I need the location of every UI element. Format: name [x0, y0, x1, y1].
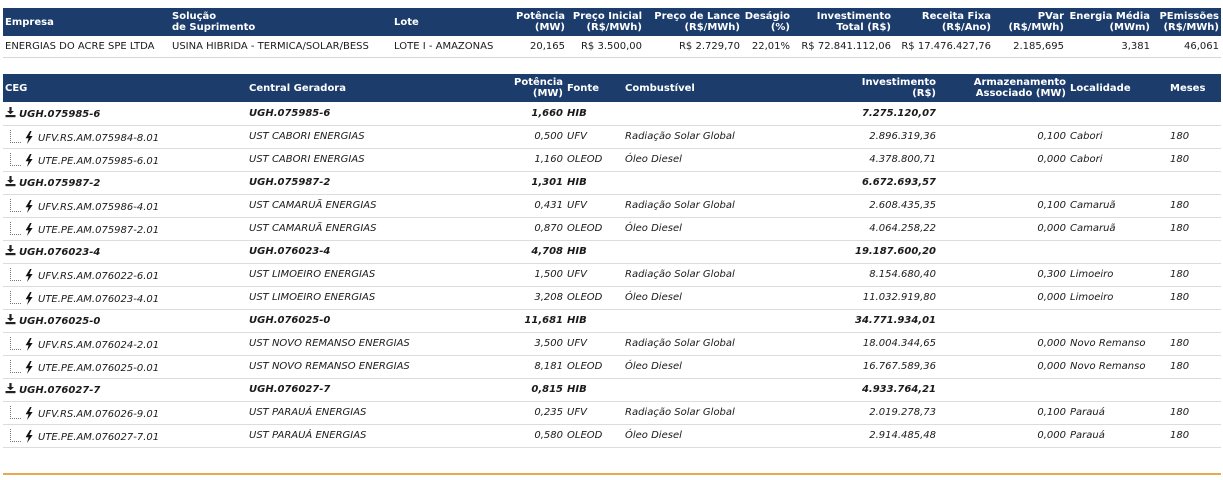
- cell-investimento: 19.187.600,20: [855, 246, 936, 257]
- table-row[interactable]: [3, 148, 1221, 171]
- cell-armazenamento: 0,000: [1037, 338, 1066, 349]
- cell-central-geradora: UST LIMOEIRO ENERGIAS: [249, 269, 376, 280]
- lightning-icon: [25, 430, 33, 443]
- cell-meses: 180: [1170, 154, 1190, 165]
- header-armazenamento[interactable]: Armazenamento Associado (MW): [938, 74, 1068, 102]
- header-detail-potencia[interactable]: Potência (MW): [507, 74, 565, 102]
- cell-receita: R$ 17.476.427,76: [901, 40, 991, 52]
- cell-investimento: 4.933.764,21: [861, 384, 936, 395]
- group-row[interactable]: [3, 309, 1221, 332]
- cell-fonte: UFV: [567, 407, 587, 418]
- cell-investimento: 34.771.934,01: [855, 315, 936, 326]
- cell-potencia: 1,660: [531, 107, 563, 119]
- table-row[interactable]: [3, 217, 1221, 240]
- cell-meses: 180: [1170, 269, 1190, 280]
- cell-potencia: 20,165: [530, 40, 565, 52]
- cell-central-geradora: UGH.076027-7: [249, 384, 331, 395]
- cell-armazenamento: 0,000: [1037, 154, 1066, 165]
- cell-investimento: 11.032.919,80: [862, 292, 936, 303]
- cell-investimento: 2.608.435,35: [869, 200, 936, 211]
- cell-fonte: UFV: [567, 200, 587, 211]
- table-row[interactable]: [3, 263, 1221, 286]
- ceg-code: UGH.075987-2: [19, 178, 101, 189]
- cell-potencia: 1,500: [534, 269, 563, 280]
- cell-central-geradora: UST CABORI ENERGIAS: [249, 154, 365, 165]
- ceg-code: UGH.076027-7: [19, 385, 101, 396]
- ceg-code: UGH.076023-4: [19, 247, 101, 258]
- cell-armazenamento: 0,000: [1037, 292, 1066, 303]
- ceg-code: UTE.PE.AM.076023-4.01: [38, 293, 160, 305]
- header-ceg[interactable]: CEG: [3, 74, 247, 102]
- tree-connector: [10, 337, 21, 350]
- cell-ceg: [3, 148, 247, 171]
- cell-combustivel: Óleo Diesel: [625, 223, 682, 234]
- table-row[interactable]: [3, 424, 1221, 447]
- cell-central-geradora: UST PARAUÁ ENERGIAS: [249, 430, 367, 441]
- cell-meses: [1168, 171, 1221, 194]
- lightning-icon: [25, 338, 33, 351]
- tree-connector: [10, 429, 21, 442]
- header-fonte[interactable]: Fonte: [565, 74, 623, 102]
- cell-ceg: [3, 401, 247, 424]
- cell-central-geradora: UST LIMOEIRO ENERGIAS: [249, 292, 376, 303]
- cell-ceg: [3, 332, 247, 355]
- tree-connector: [10, 130, 21, 143]
- header-meses[interactable]: Meses: [1168, 74, 1221, 102]
- cell-meses: [1168, 309, 1221, 332]
- cell-fonte: HIB: [567, 384, 587, 395]
- cell-potencia: 1,160: [534, 154, 563, 165]
- cell-meses: 180: [1170, 338, 1190, 349]
- cell-potencia: 3,208: [534, 292, 563, 303]
- cell-ceg: [3, 240, 247, 263]
- cell-localidade: [1068, 378, 1168, 401]
- cell-combustivel: Óleo Diesel: [625, 430, 682, 441]
- header-solucao[interactable]: Solução de Suprimento: [170, 8, 392, 36]
- cell-combustivel: [623, 309, 819, 332]
- cell-lote: LOTE I - AMAZONAS: [394, 40, 494, 52]
- ceg-code: UFV.RS.AM.076026-9.01: [38, 408, 160, 420]
- ceg-code: UTE.PE.AM.075985-6.01: [38, 155, 160, 167]
- plant-icon: [5, 176, 16, 187]
- table-row[interactable]: [3, 286, 1221, 309]
- cell-combustivel: Radiação Solar Global: [625, 269, 735, 280]
- header-localidade[interactable]: Localidade: [1068, 74, 1168, 102]
- cell-localidade: Novo Remanso: [1070, 338, 1146, 349]
- tree-connector: [10, 199, 21, 212]
- cell-potencia: 1,301: [531, 177, 563, 188]
- tree-connector: [10, 268, 21, 281]
- cell-localidade: Camaruã: [1070, 200, 1116, 211]
- summary-row: [3, 36, 1221, 57]
- cell-investimento: 2.914.485,48: [869, 430, 936, 441]
- tree-connector: [10, 291, 21, 304]
- cell-solucao: USINA HIBRIDA - TERMICA/SOLAR/BESS: [172, 40, 369, 52]
- cell-armazenamento: [938, 102, 1068, 125]
- cell-localidade: Cabori: [1070, 131, 1103, 142]
- cell-potencia: 0,870: [534, 223, 563, 234]
- table-row[interactable]: [3, 332, 1221, 355]
- lightning-icon: [25, 292, 33, 305]
- cell-ceg: [3, 424, 247, 447]
- cell-meses: 180: [1170, 292, 1190, 303]
- cell-central-geradora: UGH.076023-4: [249, 246, 331, 257]
- table-row[interactable]: [3, 194, 1221, 217]
- cell-armazenamento: [938, 309, 1068, 332]
- cell-combustivel: [623, 102, 819, 125]
- cell-ceg: [3, 378, 247, 401]
- cell-fonte: OLEOD: [567, 154, 603, 165]
- cell-localidade: Limoeiro: [1070, 269, 1114, 280]
- lightning-icon: [25, 154, 33, 167]
- cell-investimento: 4.378.800,71: [869, 154, 936, 165]
- cell-investimento: 16.767.589,36: [862, 361, 936, 372]
- detail-table: [3, 74, 1221, 448]
- tree-connector: [10, 406, 21, 419]
- cell-armazenamento: [938, 240, 1068, 263]
- cell-fonte: HIB: [567, 107, 587, 119]
- cell-ceg: [3, 309, 247, 332]
- cell-ceg: [3, 194, 247, 217]
- ceg-code: UFV.RS.AM.075986-4.01: [38, 201, 160, 213]
- cell-fonte: UFV: [567, 269, 587, 280]
- cell-localidade: [1068, 240, 1168, 263]
- cell-central-geradora: UST CAMARUÃ ENERGIAS: [249, 223, 377, 234]
- cell-localidade: Parauá: [1070, 430, 1105, 441]
- cell-armazenamento: 0,300: [1037, 269, 1066, 280]
- cell-potencia: 0,235: [534, 407, 563, 418]
- cell-fonte: HIB: [567, 246, 587, 257]
- detail-header-row: [3, 74, 1221, 102]
- ceg-code: UTE.PE.AM.076027-7.01: [38, 431, 160, 443]
- plant-icon: [5, 107, 16, 118]
- cell-localidade: Cabori: [1070, 154, 1103, 165]
- ceg-code: UTE.PE.AM.076025-0.01: [38, 362, 160, 374]
- cell-ceg: [3, 125, 247, 148]
- cell-central-geradora: UGH.076025-0: [249, 315, 331, 326]
- cell-central-geradora: UST CAMARUÃ ENERGIAS: [249, 200, 377, 211]
- cell-central-geradora: UST PARAUÁ ENERGIAS: [249, 407, 367, 418]
- cell-investimento: 7.275.120,07: [861, 107, 936, 119]
- lightning-icon: [25, 407, 33, 420]
- cell-energia: 3,381: [1121, 40, 1150, 52]
- cell-meses: [1168, 102, 1221, 125]
- cell-central-geradora: UST CABORI ENERGIAS: [249, 131, 365, 142]
- cell-pemissoes: 46,061: [1184, 40, 1219, 52]
- cell-combustivel: Radiação Solar Global: [625, 131, 735, 142]
- cell-potencia: 3,500: [534, 338, 563, 349]
- cell-combustivel: Radiação Solar Global: [625, 407, 735, 418]
- cell-localidade: [1068, 309, 1168, 332]
- cell-armazenamento: [938, 171, 1068, 194]
- cell-combustivel: Óleo Diesel: [625, 154, 682, 165]
- cell-ceg: [3, 217, 247, 240]
- header-receita-fixa[interactable]: Receita Fixa (R$/Ano): [893, 8, 993, 36]
- cell-combustivel: [623, 171, 819, 194]
- cell-ceg: [3, 286, 247, 309]
- group-row[interactable]: [3, 378, 1221, 401]
- cell-armazenamento: 0,000: [1037, 361, 1066, 372]
- ceg-code: UGH.075985-6: [19, 108, 101, 120]
- ceg-code: UTE.PE.AM.075987-2.01: [38, 224, 160, 236]
- cell-armazenamento: [938, 378, 1068, 401]
- cell-localidade: Camaruã: [1070, 223, 1116, 234]
- cell-localidade: [1068, 102, 1168, 125]
- lightning-icon: [25, 269, 33, 282]
- cell-investimento: 8.154.680,40: [869, 269, 936, 280]
- cell-ceg: [3, 263, 247, 286]
- cell-meses: 180: [1170, 361, 1190, 372]
- cell-meses: [1168, 240, 1221, 263]
- cell-meses: 180: [1170, 407, 1190, 418]
- header-empresa[interactable]: Empresa: [3, 8, 170, 36]
- cell-meses: 180: [1170, 223, 1190, 234]
- cell-combustivel: [623, 240, 819, 263]
- cell-combustivel: [623, 378, 819, 401]
- cell-fonte: UFV: [567, 131, 587, 142]
- ceg-code: UFV.RS.AM.076024-2.01: [38, 339, 160, 351]
- header-energia-media[interactable]: Energia Média (MWm): [1066, 8, 1152, 36]
- cell-investimento: R$ 72.841.112,06: [801, 40, 891, 52]
- cell-meses: 180: [1170, 430, 1190, 441]
- header-combustivel[interactable]: Combustível: [623, 74, 819, 102]
- cell-potencia: 0,815: [531, 384, 563, 395]
- cell-potencia: 11,681: [524, 315, 563, 326]
- header-lote[interactable]: Lote: [392, 8, 504, 36]
- tree-connector: [10, 222, 21, 235]
- cell-fonte: OLEOD: [567, 361, 603, 372]
- plant-icon: [5, 314, 16, 325]
- cell-fonte: OLEOD: [567, 292, 603, 303]
- cell-preco-lance: R$ 2.729,70: [678, 40, 740, 52]
- header-pvar[interactable]: PVar (R$/MWh): [993, 8, 1066, 36]
- header-preco-lance[interactable]: Preço de Lance (R$/MWh): [644, 8, 742, 36]
- cell-meses: [1168, 378, 1221, 401]
- header-preco-inicial[interactable]: Preço Inicial (R$/MWh): [567, 8, 644, 36]
- cell-localidade: Parauá: [1070, 407, 1105, 418]
- header-potencia[interactable]: Potência (MW): [504, 8, 567, 36]
- cell-potencia: 0,580: [534, 430, 563, 441]
- cell-central-geradora: UST NOVO REMANSO ENERGIAS: [249, 338, 410, 349]
- group-row[interactable]: [3, 240, 1221, 263]
- cell-preco-inicial: R$ 3.500,00: [580, 40, 642, 52]
- group-row[interactable]: [3, 102, 1221, 125]
- lightning-icon: [25, 200, 33, 213]
- cell-investimento: 2.896.319,36: [869, 131, 936, 142]
- lightning-icon: [25, 223, 33, 236]
- cell-localidade: [1068, 171, 1168, 194]
- cell-combustivel: Radiação Solar Global: [625, 200, 735, 211]
- cell-desagio: 22,01%: [751, 40, 790, 52]
- cell-fonte: OLEOD: [567, 223, 603, 234]
- cell-potencia: 4,708: [531, 246, 563, 257]
- detail-body: [3, 102, 1221, 447]
- ceg-code: UFV.RS.AM.075984-8.01: [38, 132, 160, 144]
- plant-icon: [5, 383, 16, 394]
- tree-connector: [10, 360, 21, 373]
- cell-ceg: [3, 171, 247, 194]
- lightning-icon: [25, 131, 33, 144]
- cell-ceg: [3, 355, 247, 378]
- summary-table: [3, 8, 1221, 58]
- table-row[interactable]: [3, 125, 1221, 148]
- cell-fonte: OLEOD: [567, 430, 603, 441]
- cell-potencia: 8,181: [534, 361, 563, 372]
- cell-potencia: 0,431: [534, 200, 563, 211]
- cell-armazenamento: 0,100: [1037, 407, 1066, 418]
- tree-connector: [10, 153, 21, 166]
- cell-pvar: 2.185,695: [1013, 40, 1064, 52]
- cell-investimento: 18.004.344,65: [862, 338, 936, 349]
- header-pemissoes[interactable]: PEmissões (R$/MWh): [1152, 8, 1221, 36]
- header-detail-investimento[interactable]: Investimento (R$): [819, 74, 938, 102]
- cell-fonte: HIB: [567, 177, 587, 188]
- cell-meses: 180: [1170, 200, 1190, 211]
- table-row[interactable]: [3, 355, 1221, 378]
- header-desagio[interactable]: Deságio (%): [742, 8, 792, 36]
- cell-armazenamento: 0,100: [1037, 200, 1066, 211]
- cell-investimento: 6.672.693,57: [861, 177, 936, 188]
- cell-meses: 180: [1170, 131, 1190, 142]
- cell-combustivel: Óleo Diesel: [625, 292, 682, 303]
- cell-localidade: Limoeiro: [1070, 292, 1114, 303]
- ceg-code: UGH.076025-0: [19, 316, 101, 327]
- table-row[interactable]: [3, 401, 1221, 424]
- cell-central-geradora: UST NOVO REMANSO ENERGIAS: [249, 361, 410, 372]
- cell-combustivel: Radiação Solar Global: [625, 338, 735, 349]
- cell-ceg: [3, 102, 247, 125]
- cell-combustivel: Óleo Diesel: [625, 361, 682, 372]
- plant-icon: [5, 245, 16, 256]
- cell-potencia: 0,500: [534, 131, 563, 142]
- summary-header-row: [3, 8, 1221, 36]
- lightning-icon: [25, 361, 33, 374]
- cell-armazenamento: 0,000: [1037, 430, 1066, 441]
- cell-central-geradora: UGH.075987-2: [249, 177, 331, 188]
- cell-fonte: UFV: [567, 338, 587, 349]
- group-row[interactable]: [3, 171, 1221, 194]
- cell-central-geradora: UGH.075985-6: [249, 107, 331, 119]
- bottom-rule: [3, 473, 1221, 475]
- cell-localidade: Novo Remanso: [1070, 361, 1146, 372]
- cell-fonte: HIB: [567, 315, 587, 326]
- cell-investimento: 4.064.258,22: [869, 223, 936, 234]
- header-central-geradora[interactable]: Central Geradora: [247, 74, 507, 102]
- cell-investimento: 2.019.278,73: [869, 407, 936, 418]
- cell-armazenamento: 0,000: [1037, 223, 1066, 234]
- ceg-code: UFV.RS.AM.076022-6.01: [38, 270, 160, 282]
- cell-armazenamento: 0,100: [1037, 131, 1066, 142]
- header-investimento-total[interactable]: Investimento Total (R$): [792, 8, 893, 36]
- cell-empresa: ENERGIAS DO ACRE SPE LTDA: [5, 40, 155, 52]
